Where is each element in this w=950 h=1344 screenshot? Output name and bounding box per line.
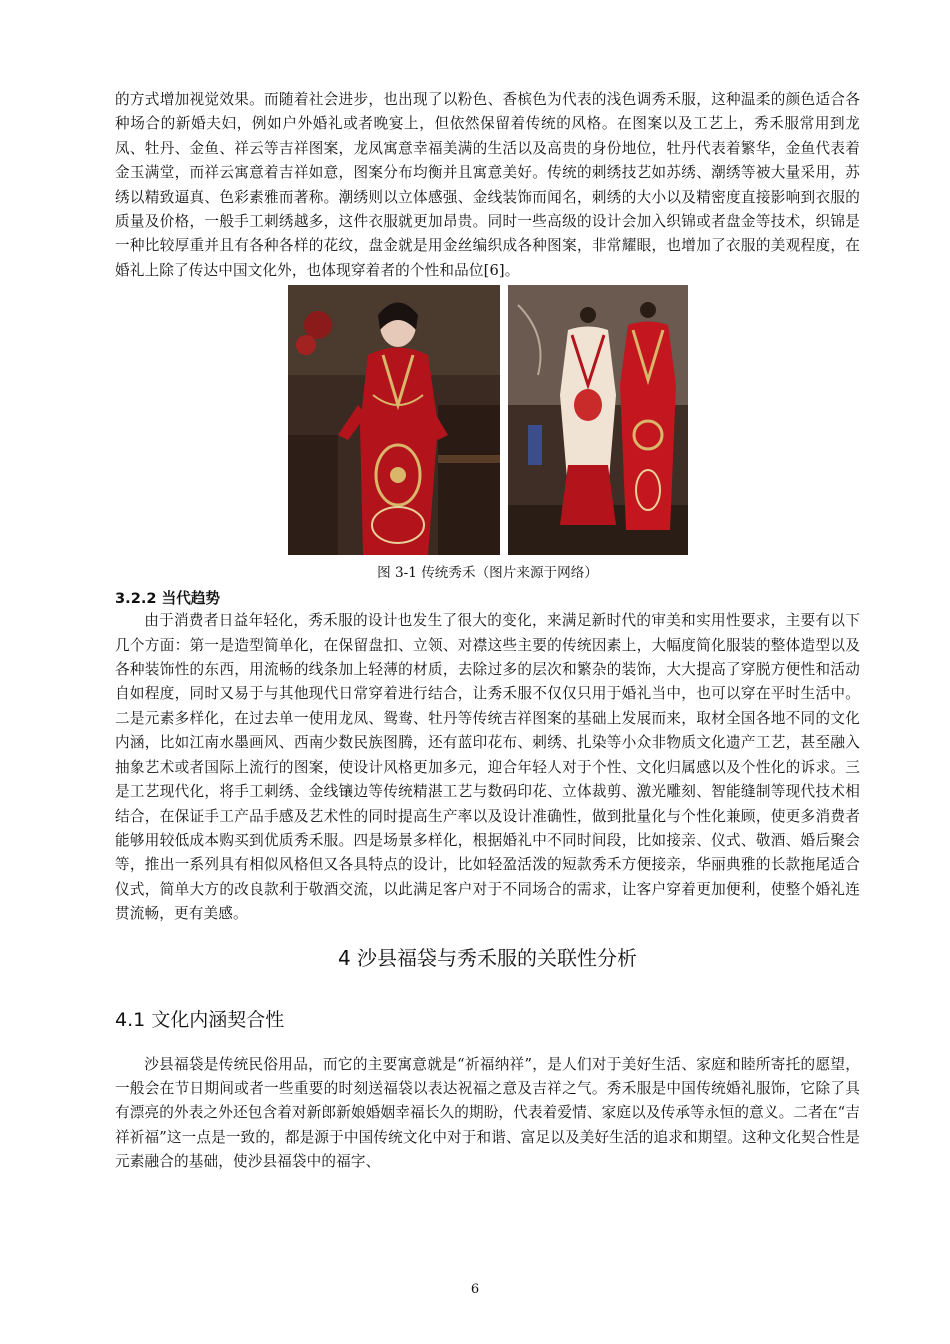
document-page (115, 88, 860, 1175)
bride-illustration (288, 285, 500, 555)
paragraph-contemporary-trends: 由于消费者日益年轻化，秀禾服的设计也发生了很大的变化，来满足新时代的审美和实用性要求，主要有以下几个方面：第一是造型简单化，在保留盘扣、立领、对襟这些主要的传统因素上，大幅度简化服装的整体造型以及各种装饰性的东西，用流畅的线条加上轻薄的材质，去除过多的层次和繁杂的装饰，大大提高了穿脱方便性和活动自如程度，同时又易于与其他现代日常穿着进行结合，让秀禾服不仅仅只用于婚礼当中，也可以穿在平时生活中。二是元素多样化，在过去单一使用龙凤、鸳鸯、牡丹等传统吉祥图案的基础上发展而来，取材全国各地不同的文化内涵，比如江南水墨画风、西南少数民族图腾，还有蓝印花布、刺绣、扎染等小众非物质文化遗产工艺，甚至融入抽象艺术或者国际上流行的图案，使设计风格更加多元，迎合年轻人对于个性、文化归属感以及个性化的诉求。三是工艺现代化，将手工刺绣、金线镶边等传统精湛工艺与数码印花、立体裁剪、激光雕刻、智能缝制等现代技术相结合，在保证手工产品手感及艺术性的同时提高生产率以及设计准确性，做到批量化与个性化兼顾，使更多消费者能够用较低成本购买到优质秀禾服。四是场景多样化，根据婚礼中不同时间段，比如接亲、仪式、敬酒、婚后聚会等，推出一系列具有相似风格但又各具特点的设计，比如轻盈活泼的短款秀禾方便接亲，华丽典雅的长款拖尾适合仪式，简单大方的改良款利于敬酒交流，以此满足客户对于不同场合的需求，让客户穿着更加便利，使整个婚礼连贯流畅，更有美感。 (115, 612, 860, 923)
figure-3-1 (115, 285, 860, 555)
photo-bride-red-xiuhe (288, 285, 500, 555)
paragraph-embroidery: 的方式增加视觉效果。而随着社会进步，也出现了以粉色、香槟色为代表的浅色调秀禾服，这种温柔的颜色适合各种场合的新婚夫妇，例如户外婚礼或者晚宴上，但依然保留着传统的风格。在图案以及工艺上，秀禾服常用到龙凤、牡丹、金鱼、祥云等吉祥图案，龙凤寓意幸福美满的生活以及高贵的身份地位，牡丹代表着繁华，金鱼代表着金玉满堂，而祥云寓意着吉祥如意，图案分布均衡并且寓意美好。传统的刺绣技艺如苏绣、潮绣等被大量采用，苏绣以精致逼真、色彩素雅而著称。潮绣则以立体感强、金线装饰而闻名，刺绣的大小以及精密度直接影响到衣服的质量及价格，一般手工刺绣越多，这件衣服就更加昂贵。同时一些高级的设计会加入织锦或者盘金等技术，织锦是一种比较厚重并且有各种各样的花纹，盘金就是用金丝编织成各种图案，非常耀眼，也增加了衣服的美观程度，在婚礼上除了传达中国文化外，也体现穿着者的个性和品位[6]。 (115, 91, 860, 279)
section-4-1-title: 4.1 文化内涵契合性 (115, 1008, 285, 1031)
chapter-4-title: 4 沙县福袋与秀禾服的关联性分析 (337, 945, 638, 970)
page-number: 6 (470, 1282, 480, 1297)
paragraph-cultural-fit: 沙县福袋是传统民俗用品，而它的主要寓意就是“祈福纳祥”，是人们对于美好生活、家庭和睦所寄托的愿望，一般会在节日期间或者一些重要的时刻送福袋以表达祝福之意及吉祥之气。秀禾服是中国传统婚礼服饰，它除了具有漂亮的外表之外还包含着对新郎新娘婚姻幸福长久的期盼，代表着爱情、家庭以及传承等永恒的意义。二者在“吉祥祈福”这一点是一致的，都是源于中国传统文化中对于和谐、富足以及美好生活的追求和期望。这种文化契合性是元素融合的基础，使沙县福袋中的福字、 (115, 1055, 860, 1171)
photo-mannequin-xiuhe (508, 285, 688, 555)
mannequin-illustration (508, 285, 688, 555)
heading-3-2-2: 3.2.2 当代趋势 (115, 590, 221, 608)
figure-caption: 图 3-1 传统秀禾（图片来源于网络） (377, 565, 598, 582)
